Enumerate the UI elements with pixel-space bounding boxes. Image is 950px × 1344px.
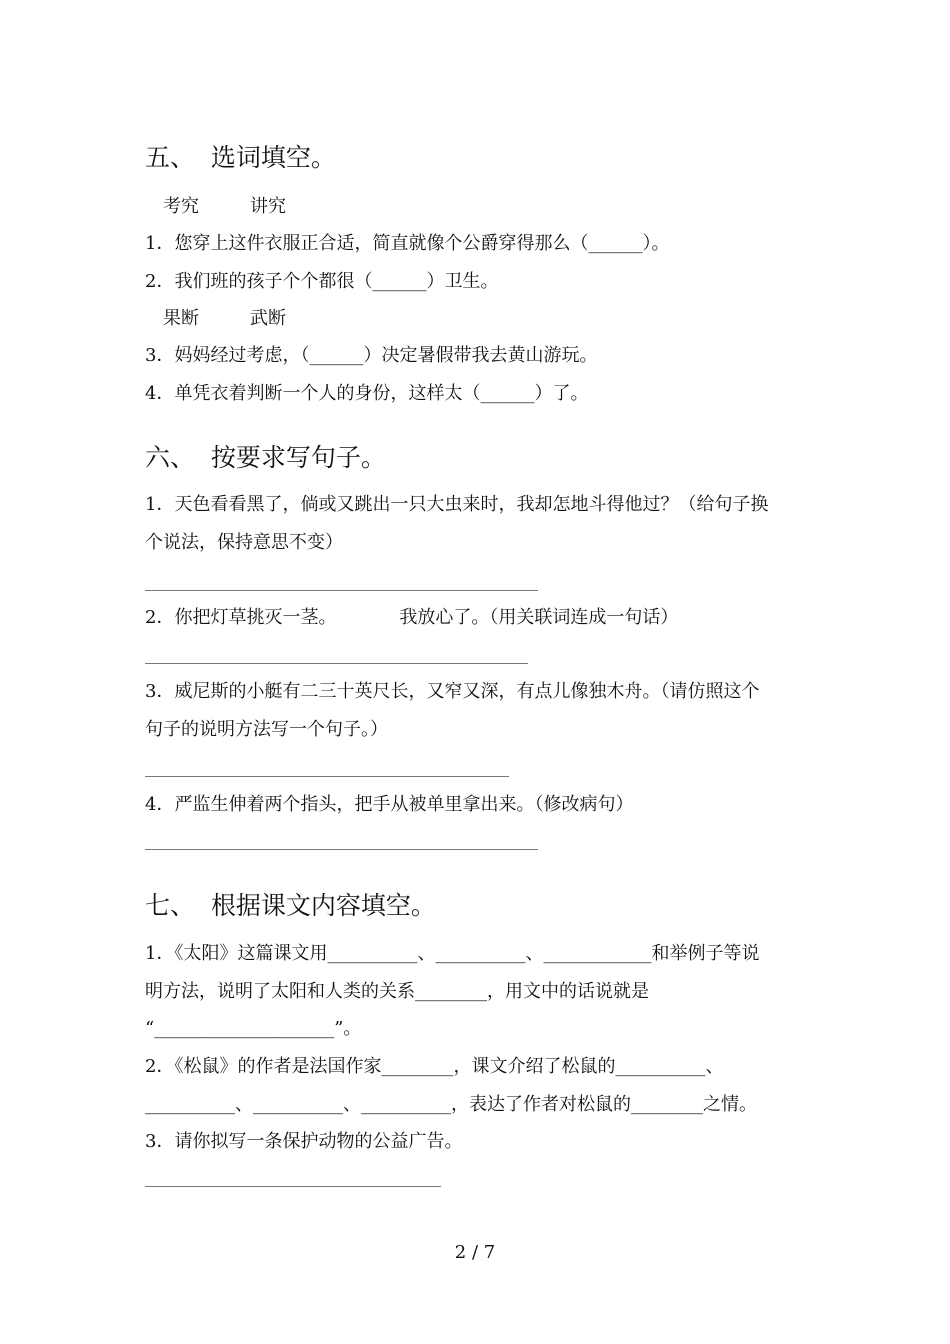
answer-line-3[interactable] — [145, 776, 509, 777]
section-6-heading: 六、 按要求写句子。 — [145, 443, 386, 472]
s7-question-1-line-3: “____________________”。 — [145, 1018, 362, 1039]
s7-question-2-line-1: 2．《松鼠》的作者是法国作家________，课文介绍了松鼠的__________、 — [145, 1056, 724, 1077]
answer-line-5[interactable] — [145, 1186, 441, 1187]
s5-question-2: 2．我们班的孩子个个都很（______）卫生。 — [145, 271, 499, 292]
s7-question-2-line-2: __________、__________、__________，表达了作者对松鼠的________之情。 — [145, 1094, 757, 1115]
s6-question-4: 4．严监生伸着两个指头，把手从被单里拿出来。（修改病句） — [145, 794, 634, 815]
answer-line-2[interactable] — [145, 663, 528, 664]
s6-question-1-line-2: 个说法，保持意思不变） — [145, 532, 343, 553]
s6-question-2: 2．你把灯草挑灭一茎。 我放心了。（用关联词连成一句话） — [145, 607, 679, 628]
word-option-wuduan: 武断 — [250, 308, 286, 329]
s6-question-3-line-2: 句子的说明方法写一个句子。） — [145, 719, 388, 740]
answer-line-1[interactable] — [145, 590, 538, 591]
section-5-heading: 五、 选词填空。 — [145, 143, 336, 172]
s6-question-1-line-1: 1．天色看看黑了，倘或又跳出一只大虫来时，我却怎地斗得他过？（给句子换 — [145, 494, 769, 515]
word-option-kaojiu: 考究 — [163, 196, 199, 217]
s5-question-4: 4．单凭衣着判断一个人的身份，这样太（______）了。 — [145, 383, 589, 404]
s7-question-1-line-1: 1．《太阳》这篇课文用__________、__________、____________和举例子等说 — [145, 943, 760, 964]
s7-question-3: 3．请你拟写一条保护动物的公益广告。 — [145, 1131, 463, 1152]
word-option-jiangjiu: 讲究 — [250, 196, 286, 217]
s5-question-3: 3．妈妈经过考虑，（______）决定暑假带我去黄山游玩。 — [145, 345, 598, 366]
s6-question-3-line-1: 3．威尼斯的小艇有二三十英尺长，又窄又深，有点儿像独木舟。（请仿照这个 — [145, 681, 760, 702]
s7-question-1-line-2: 明方法，说明了太阳和人类的关系________，用文中的话说就是 — [145, 981, 649, 1002]
answer-line-4[interactable] — [145, 849, 538, 850]
s5-question-1: 1．您穿上这件衣服正合适，简直就像个公爵穿得那么（______）。 — [145, 233, 670, 254]
page-number: 2 / 7 — [454, 1242, 496, 1263]
word-option-guoduan: 果断 — [163, 308, 199, 329]
section-7-heading: 七、 根据课文内容填空。 — [145, 891, 436, 920]
